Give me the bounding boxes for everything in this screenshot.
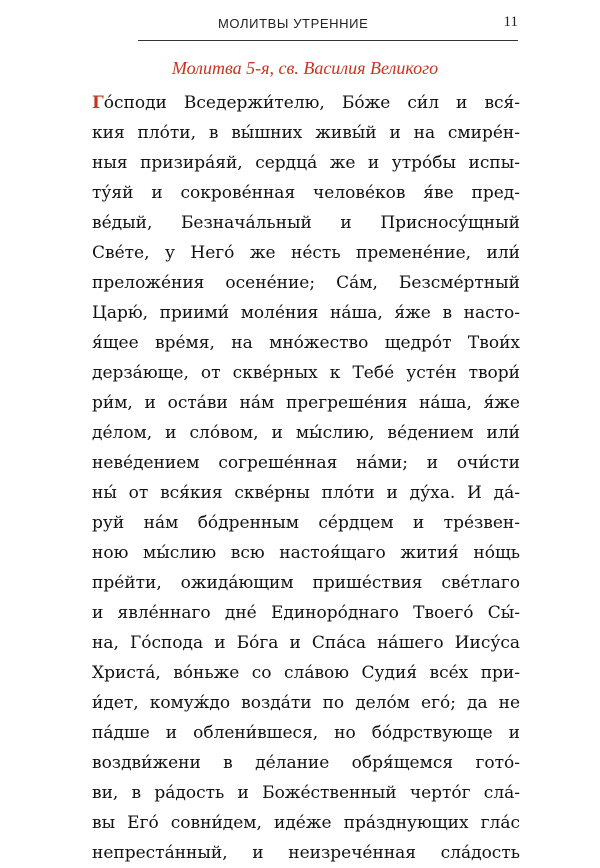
text-line: [92, 88, 520, 118]
header-rule: [138, 40, 518, 41]
text-line: и явле́ннаго дне́ Единоро́днаго Твоего́ Сы́-: [92, 603, 520, 623]
text-line: я́щее вре́мя, на мно́жество щедро́т Твои́х: [92, 333, 520, 353]
text-line: Христа́, во́ньже со сла́вою Судия́ все́х при-: [92, 663, 520, 683]
text-line: де́лом, и сло́вом, и мы́слию, ве́дением или́: [92, 423, 520, 443]
text-line: Царю́, приими́ моле́ния на́ша, я́же в насто-: [92, 303, 520, 323]
page-number: 11: [503, 14, 518, 30]
text-line-rest: о́споди Вседержи́телю, Бо́же си́л и вся́-: [103, 93, 520, 113]
text-line: Све́те, у Него́ же не́сть премене́ние, или́: [92, 243, 520, 263]
text-line: ри́м, и оста́ви на́м прегреше́ния на́ша, я́же: [92, 393, 520, 413]
text-line: пре́йти, ожида́ющим прише́ствия све́тлаго: [92, 573, 520, 593]
text-line: и́дет, комуж́до возда́ти по дело́м его́; да не: [92, 693, 520, 713]
text-line: вы Его́ совни́дем, иде́же пра́зднующих гла́с: [92, 813, 520, 833]
text-line: ве́дый, Безнача́льный и Присносу́щный: [92, 213, 520, 233]
text-line: кия пло́ти, в вы́шних живы́й и на смире́н-: [92, 123, 520, 143]
text-line: па́дше и облени́вшеся, но бо́дрствующе и: [92, 723, 520, 743]
initial-letter: Г: [92, 93, 104, 113]
text-line: дерза́юще, от скве́рных к Тебе́ усте́н твори́: [92, 363, 520, 383]
text-line: на, Го́спода и Бо́га и Спа́са на́шего Иису́са: [92, 633, 520, 653]
text-line: ту́яй и сокрове́нная челове́ков я́ве пред-: [92, 183, 520, 203]
prayer-text: [92, 88, 520, 868]
text-line: непреста́нный, и неизрече́нная сла́дость: [92, 843, 520, 863]
text-line: руй на́м бо́дренным се́рдцем и тре́звен-: [92, 513, 520, 533]
text-line: неве́дением согреше́нная на́ми; и очи́сти: [92, 453, 520, 473]
text-line: воздви́жени в де́лание обря́щемся гото́-: [92, 753, 520, 773]
text-line: ныя призира́яй, сердца́ же и утро́бы испы-: [92, 153, 520, 173]
prayer-title: Молитва 5-я, св. Василия Великого: [171, 58, 439, 78]
text-line: преложе́ния осене́ние; Са́м, Безсме́ртный: [92, 273, 520, 293]
running-title: МОЛИТВЫ УТРЕННИЕ: [218, 16, 369, 31]
text-line: ви, в ра́дость и Боже́ственный черто́г сла́-: [92, 783, 520, 803]
running-head: [138, 14, 518, 36]
text-line: ны́ от вся́кия скве́рны пло́ти и ду́ха. И да́-: [92, 483, 520, 503]
text-line: ною мы́слию всю настоя́щаго жития́ но́щь: [92, 543, 520, 563]
